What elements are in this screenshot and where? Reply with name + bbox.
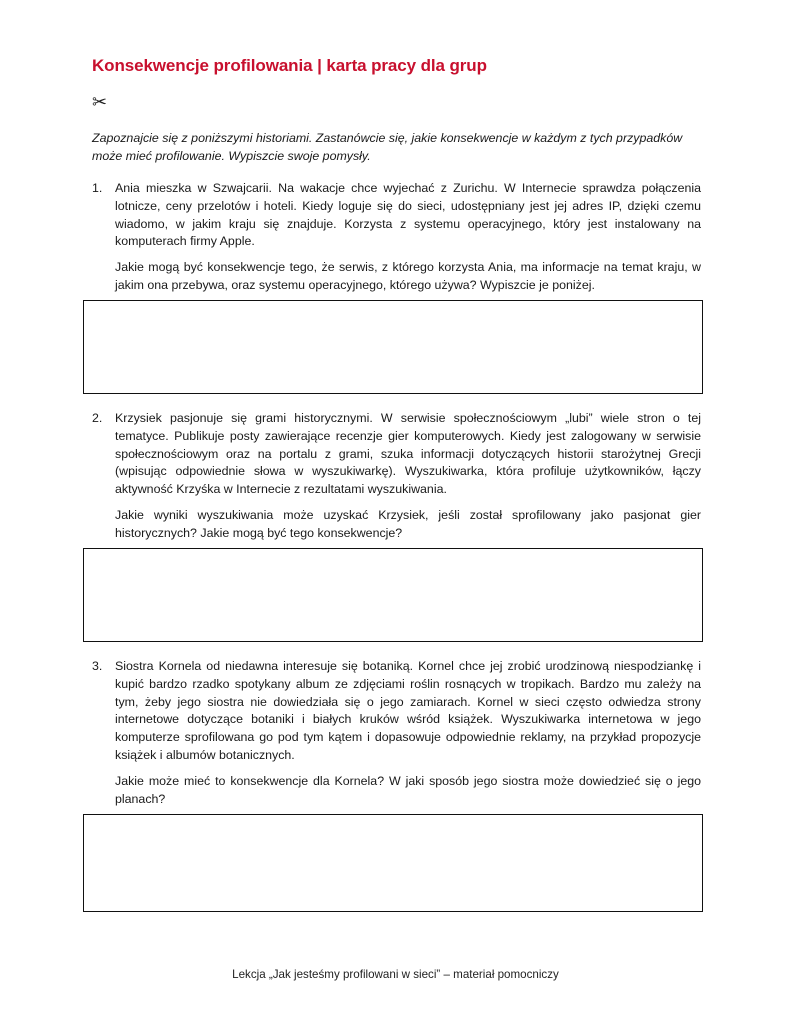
task-question: Jakie mogą być konsekwencje tego, że serwis, z którego korzysta Ania, ma informacje na temat kraju, w jakim ona przebywa, oraz systemu operacyjnego, którego używa? Wypiszcie je poniżej. [115,260,701,292]
task-number: 3. [92,659,103,673]
task-2 [92,410,701,543]
task-3 [92,658,701,808]
task-number: 1. [92,181,103,195]
page-title: Konsekwencje profilowania | karta pracy dla grup [92,56,487,75]
answer-box-3[interactable] [83,814,703,912]
task-1 [92,180,701,295]
answer-box-2[interactable] [83,548,703,642]
task-question: Jakie może mieć to konsekwencje dla Kornela? W jaki sposób jego siostra może dowiedzieć się o jego planach? [115,773,701,806]
task-story: Krzysiek pasjonuje się grami historycznymi. W serwisie społecznościowym „lubi” wiele stron o tej tematyce. Publikuje posty zawierające recenzje gier komputerowych. Kiedy jest zalogowany w serwisie społecznościowym oraz na portalu z grami, szuka informacji dotyczących historii starożytnej Grecji (wpisując odpowiednie słowa w wyszukiwarkę). Wyszukiwarka, która profiluje użytkowników, łączy aktywność Krzyśka w Internecie z rezultatami wyszukiwania. [115,411,701,497]
instructions: Zapoznajcie się z poniższymi historiami. Zastanówcie się, jakie konsekwencje w każdym z tych przypadków może mieć profilowanie. Wypiszcie swoje pomysły. [92,131,683,163]
task-number: 2. [92,411,103,425]
task-story: Siostra Kornela od niedawna interesuje się botaniką. Kornel chce jej zrobić urodzinową niespodziankę i kupić bardzo rzadko spotykany album ze zdjęciami roślin rosnących w tropikach. Bardzo mu zależy na tym, żeby jego siostra nie dowiedziała się o jego zamiarach. Kornel w sieci często odwiedza strony internetowe dotyczące botaniki i białych kruków wśród książek. Wyszukiwarka internetowa w jego komputerze sprofilowana go pod tym kątem i dopasowuje odpowiednie reklamy, na przykład propozycje książek i albumów botanicznych. [115,659,701,762]
footer-note: Lekcja „Jak jesteśmy profilowani w sieci” – materiał pomocniczy [232,968,559,981]
task-story: Ania mieszka w Szwajcarii. Na wakacje chce wyjechać z Zurichu. W Internecie sprawdza połączenia lotnicze, ceny przelotów i hoteli. Kiedy loguje się do sieci, udostępniany jest jej adres IP, dzięki czemu wiadomo, w jakim kraju się znajduje. Korzysta z systemu operacyjnego, który jest instalowany na komputerach firmy Apple. [115,181,701,249]
task-question: Jakie wyniki wyszukiwania może uzyskać Krzysiek, jeśli został sprofilowany jako pasjonat gier historycznych? Jakie mogą być tego konsekwencje? [115,507,701,540]
answer-box-1[interactable] [83,300,703,394]
scissors-icon: ✂ [92,92,108,112]
